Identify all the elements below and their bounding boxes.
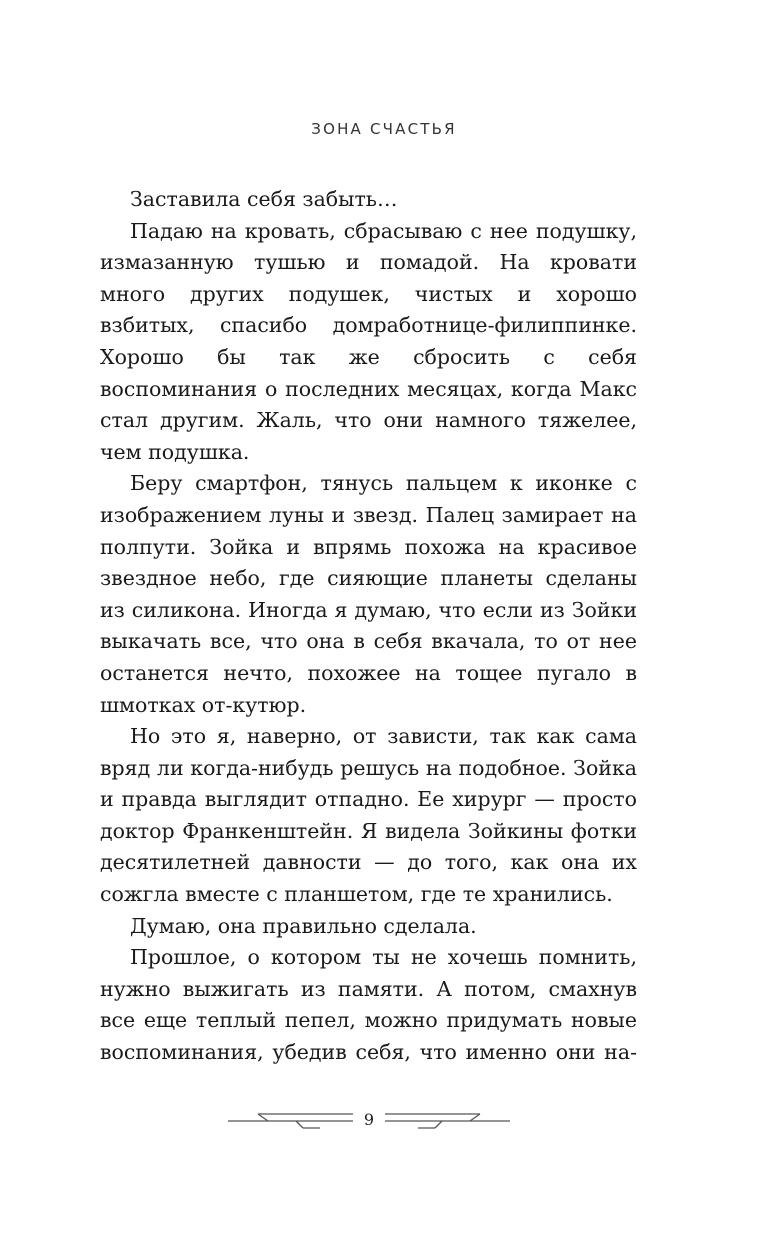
paragraph: Падаю на кровать, сбрасываю с нее подушку, измазанную тушью и помадой. На кровати много других подушек, чистых и хорошо взбитых, спасибо домработнице-филиппинке. Хорошо бы так же сбросить с себя воспоминания о последних месяцах, когда Макс стал другим. Жаль, что они намного тяжелее, чем подушка. <box>100 218 637 464</box>
body-text <box>100 184 637 1069</box>
page-footer <box>228 1108 510 1136</box>
paragraph: Думаю, она правильно сделала. <box>130 913 477 938</box>
paragraph: Заставила себя забыть… <box>130 187 398 211</box>
paragraph: Прошлое, о котором ты не хочешь помнить, нужно выжигать из памяти. А потом, смахнув все еще теплый пепел, можно придумать новые воспоминания, убедив себя, что именно они на- <box>100 945 637 1065</box>
paragraph: Но это я, наверно, от зависти, так как сама вряд ли когда-нибудь решусь на подобное. Зойка и правда выглядит отпадно. Ее хирург — просто доктор Франкенштейн. Я видела Зойкины фотки десятилетней давности — до того, как она их сожгла вместе с планшетом, где те хранились. <box>100 724 637 907</box>
page-number: 9 <box>363 1110 375 1129</box>
paragraph: Беру смартфон, тянусь пальцем к иконке с изображением луны и звезд. Палец замирает на полпути. Зойка и впрямь похожа на красивое звездное небо, где сияющие планеты сделаны из силикона. Иногда я думаю, что если из Зойки выкачать все, что она в себя вкачала, то от нее останется нечто, похожее на тощее пугало в шмотках от-кутюр. <box>100 471 637 717</box>
running-head: ЗОНА СЧАСТЬЯ <box>311 120 457 138</box>
